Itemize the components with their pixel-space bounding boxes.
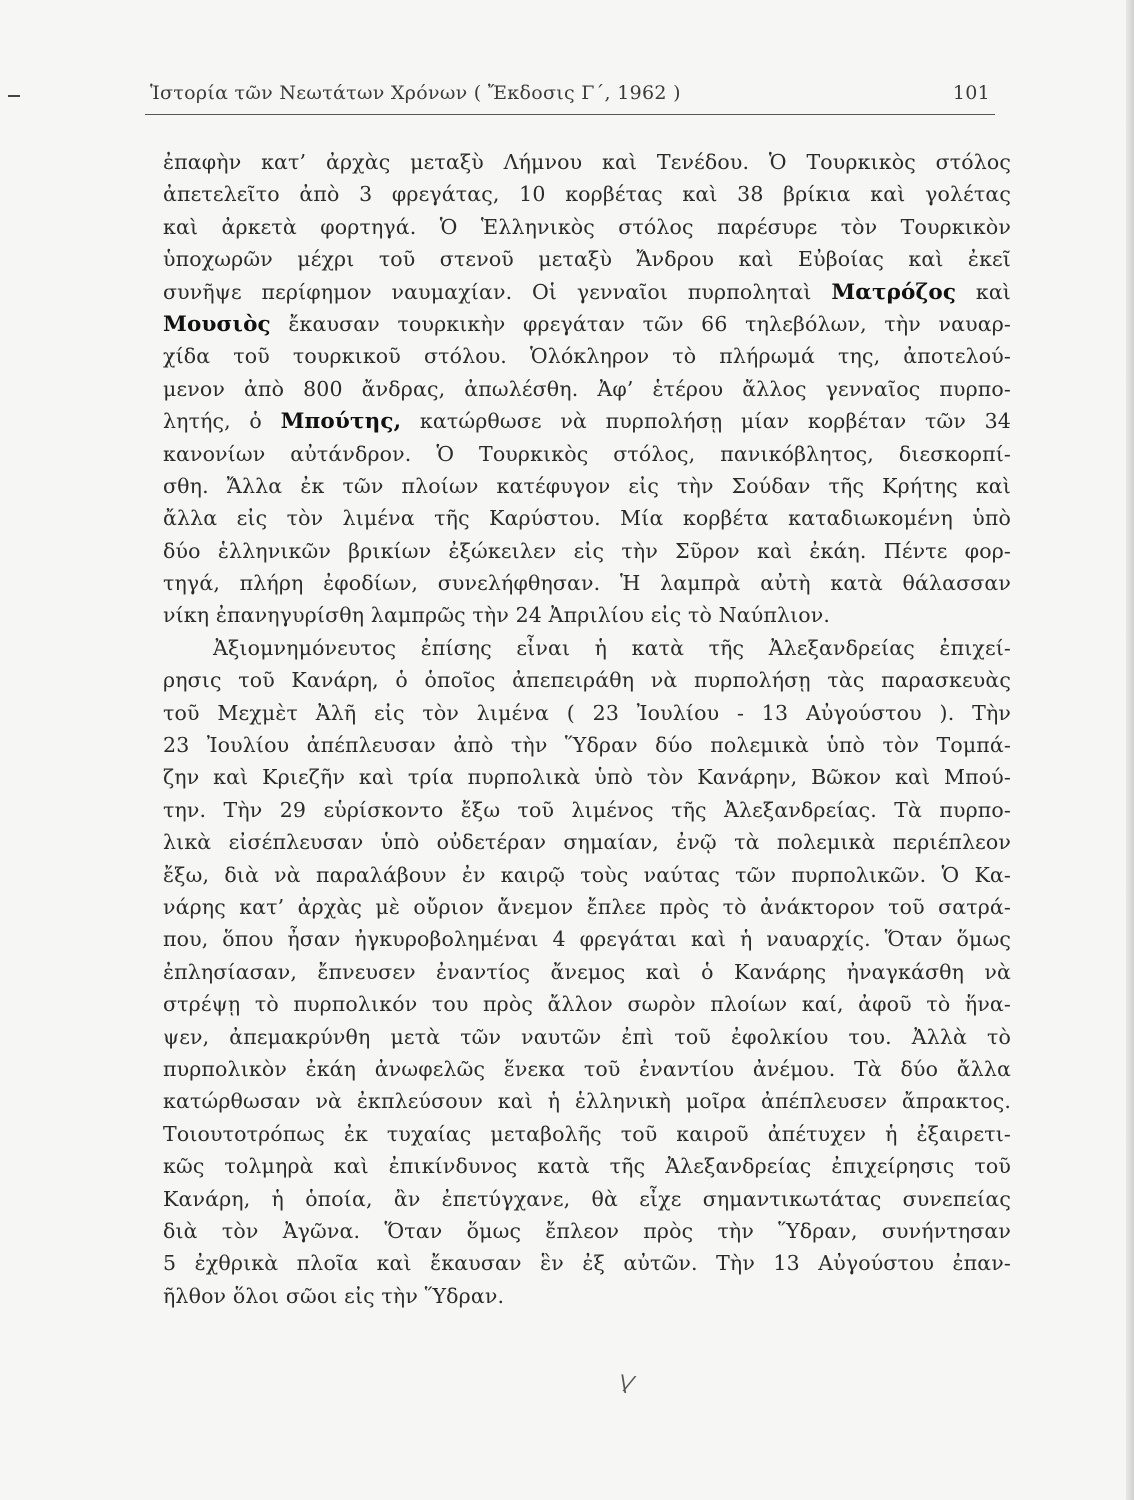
text-line xyxy=(163,697,1011,729)
text-segment: ἄλλα εἰς τὸν λιμένα τῆς Καρύστου. Μία κορβέτα καταδιωκομένη ὑπὸ xyxy=(163,506,1011,531)
text-segment: που, ὅπου ἦσαν ἠγκυροβολημέναι 4 φρεγάται καὶ ἡ ναυαρχίς. Ὅταν ὅμως xyxy=(163,927,1011,952)
text-line xyxy=(163,178,1011,210)
text-segment: ρησις τοῦ Κανάρη, ὁ ὁποῖος ἀπεπειράθη νὰ πυρπολήσῃ τὰς παρασκευὰς xyxy=(163,668,1011,693)
text-segment: στρέψῃ τὸ πυρπολικόν του πρὸς ἄλλον σωρὸν πλοίων καί, ἀφοῦ τὸ ἥνα- xyxy=(163,992,1011,1017)
text-segment: ἔκαυσαν τουρκικὴν φρεγάταν τῶν 66 τηλεβόλων, τὴν ναυαρ- xyxy=(270,311,1011,336)
text-line xyxy=(163,1150,1011,1182)
text-line xyxy=(163,405,1011,437)
text-segment: κατώρθωσαν νὰ ἐκπλεύσουν καὶ ἡ ἑλληνικὴ μοῖρα ἀπέπλευσεν ἄπρακτος. xyxy=(163,1089,1011,1114)
text-line xyxy=(163,276,1011,308)
text-line xyxy=(163,1021,1011,1053)
text-segment: Ἀξιομνημόνευτος ἐπίσης εἶναι ἡ κατὰ τῆς Ἀλεξανδρείας ἐπιχεί- xyxy=(213,635,1011,660)
text-line xyxy=(163,243,1011,275)
text-segment: ὑποχωρῶν μέχρι τοῦ στενοῦ μεταξὺ Ἄνδρου καὶ Εὐβοίας καὶ ἐκεῖ xyxy=(163,247,1011,272)
text-segment: συνῆψε περίφημον ναυμαχίαν. Οἱ γενναῖοι πυρποληταὶ xyxy=(163,279,832,304)
text-line xyxy=(163,502,1011,534)
text-segment: δύο ἑλληνικῶν βρικίων ἐξώκειλεν εἰς τὴν Σῦρον καὶ ἐκάη. Πέντε φορ- xyxy=(163,538,1011,563)
text-segment: τοῦ Μεχμὲτ Ἀλῆ εἰς τὸν λιμένα ( 23 Ἰουλίου - 13 Αὐγούστου ). Τὴν xyxy=(163,700,1011,725)
text-line xyxy=(163,956,1011,988)
text-line xyxy=(163,988,1011,1020)
text-line xyxy=(163,211,1011,243)
text-segment: πυρπολικὸν ἐκάη ἀνωφελῶς ἕνεκα τοῦ ἐναντίου ἀνέμου. Τὰ δύο ἄλλα xyxy=(163,1056,1011,1081)
text-segment: Τοιουτοτρόπως ἐκ τυχαίας μεταβολῆς τοῦ καιροῦ ἀπέτυχεν ἡ ἐξαιρετι- xyxy=(163,1121,1011,1146)
text-line xyxy=(163,567,1011,599)
text-segment: σθη. Ἄλλα ἐκ τῶν πλοίων κατέφυγον εἰς τὴν Σούδαν τῆς Κρήτης καὶ xyxy=(163,473,1011,498)
text-segment: ἔξω, διὰ νὰ παραλάβουν ἐν καιρῷ τοὺς ναύτας τῶν πυρπολικῶν. Ὁ Κα- xyxy=(163,862,1011,887)
text-segment: ῆλθον ὅλοι σῶοι εἰς τὴν Ὕδραν. xyxy=(163,1283,505,1308)
text-segment: καὶ xyxy=(956,279,1011,304)
text-line xyxy=(163,664,1011,696)
text-line xyxy=(163,859,1011,891)
text-line xyxy=(163,1053,1011,1085)
running-title: Ἱστορία τῶν Νεωτάτων Χρόνων ( Ἔκδοσις Γ΄, 1962 ) xyxy=(150,82,681,104)
text-segment: ἐπλησίασαν, ἔπνευσεν ἐναντίος ἄνεμος καὶ ὁ Κανάρης ἠναγκάσθη νὰ xyxy=(163,959,1011,984)
text-line xyxy=(163,794,1011,826)
text-segment: ζην καὶ Κριεζῆν καὶ τρία πυρπολικὰ ὑπὸ τὸν Κανάρην, Βῶκον καὶ Μπού- xyxy=(163,765,1011,790)
text-segment: χίδα τοῦ τουρκικοῦ στόλου. Ὁλόκληρον τὸ πλήρωμά της, ἀποτελού- xyxy=(163,344,1011,369)
running-header xyxy=(150,82,990,104)
text-segment: την. Τὴν 29 εὑρίσκοντο ἔξω τοῦ λιμένος τῆς Ἀλεξανδρείας. Τὰ πυρπο- xyxy=(163,797,1011,822)
text-segment: τηγά, πλήρη ἐφοδίων, συνελήφθησαν. Ἡ λαμπρὰ αὐτὴ κατὰ θάλασσαν xyxy=(163,571,1011,596)
text-line xyxy=(163,340,1011,372)
text-line xyxy=(163,599,1011,631)
text-segment: 5 ἐχθρικὰ πλοῖα καὶ ἔκαυσαν ἓν ἐξ αὐτῶν. Τὴν 13 Αὐγούστου ἐπαν- xyxy=(163,1251,1011,1276)
text-line xyxy=(163,1280,1011,1312)
pencil-mark: \⁄ xyxy=(618,1371,633,1398)
bold-name: Μουσιὸς xyxy=(163,311,271,337)
text-segment: νάρης κατ’ ἀρχὰς μὲ οὔριον ἄνεμον ἔπλεε πρὸς τὸ ἀνάκτορον τοῦ σατρά- xyxy=(163,894,1011,919)
text-line xyxy=(163,438,1011,470)
text-segment: κῶς τολμηρὰ καὶ ἐπικίνδυνος κατὰ τῆς Ἀλεξανδρείας ἐπιχείρησις τοῦ xyxy=(163,1154,1011,1179)
text-line xyxy=(163,729,1011,761)
text-line xyxy=(163,1183,1011,1215)
bold-name: Μπούτης, xyxy=(280,409,402,435)
text-segment: κανονίων αὐτάνδρον. Ὁ Τουρκικὸς στόλος, πανικόβλητος, διεσκορπί- xyxy=(163,441,1011,466)
text-line xyxy=(163,632,1011,664)
text-segment: μενον ἀπὸ 800 ἄνδρας, ἀπωλέσθη. Ἀφ’ ἑτέρου ἄλλος γενναῖος πυρπο- xyxy=(163,376,1011,401)
text-segment: ἐπαφὴν κατ’ ἀρχὰς μεταξὺ Λήμνου καὶ Τενέδου. Ὁ Τουρκικὸς στόλος xyxy=(163,150,1011,174)
text-line xyxy=(163,308,1011,340)
text-segment: λικὰ εἰσέπλευσαν ὑπὸ οὐδετέραν σημαίαν, ἐνῷ τὰ πολεμικὰ περιέπλεον xyxy=(163,830,1011,855)
text-segment: καὶ ἀρκετὰ φορτηγά. Ὁ Ἑλληνικὸς στόλος παρέσυρε τὸν Τουρκικὸν xyxy=(163,214,1011,239)
text-segment: ψεν, ἀπεμακρύνθη μετὰ τῶν ναυτῶν ἐπὶ τοῦ ἐφολκίου του. Ἀλλὰ τὸ xyxy=(163,1024,1011,1049)
text-line xyxy=(163,761,1011,793)
text-line xyxy=(163,826,1011,858)
text-segment: κατώρθωσε νὰ πυρπολήσῃ μίαν κορβέταν τῶν 34 xyxy=(401,409,1011,434)
text-line xyxy=(163,1215,1011,1247)
body-text xyxy=(163,146,1011,1312)
text-line xyxy=(163,373,1011,405)
text-line xyxy=(163,146,1011,178)
text-segment: Κανάρη, ἡ ὁποία, ἂν ἐπετύγχανε, θὰ εἶχε σημαντικωτάτας συνεπείας xyxy=(163,1186,1011,1211)
text-line xyxy=(163,923,1011,955)
page-number: 101 xyxy=(952,82,990,104)
text-segment: διὰ τὸν Ἀγῶνα. Ὅταν ὅμως ἔπλεον πρὸς τὴν Ὕδραν, συνήντησαν xyxy=(163,1218,1011,1243)
text-line xyxy=(163,1085,1011,1117)
text-line xyxy=(163,1118,1011,1150)
bold-name: Ματρόζος xyxy=(831,279,957,305)
text-line xyxy=(163,1247,1011,1279)
text-line xyxy=(163,470,1011,502)
page-edge xyxy=(1126,0,1134,1500)
text-segment: λητής, ὁ xyxy=(163,409,281,434)
header-rule xyxy=(145,114,995,115)
margin-tick xyxy=(8,95,20,97)
text-line xyxy=(163,535,1011,567)
text-line xyxy=(163,891,1011,923)
text-segment: νίκη ἐπανηγυρίσθη λαμπρῶς τὴν 24 Ἀπριλίου εἰς τὸ Ναύπλιον. xyxy=(163,603,831,628)
text-segment: 23 Ἰουλίου ἀπέπλευσαν ἀπὸ τὴν Ὕδραν δύο πολεμικὰ ὑπὸ τὸν Τομπά- xyxy=(163,733,1011,758)
text-segment: ἀπετελεῖτο ἀπὸ 3 φρεγάτας, 10 κορβέτας καὶ 38 βρίκια καὶ γολέτας xyxy=(163,182,1011,207)
